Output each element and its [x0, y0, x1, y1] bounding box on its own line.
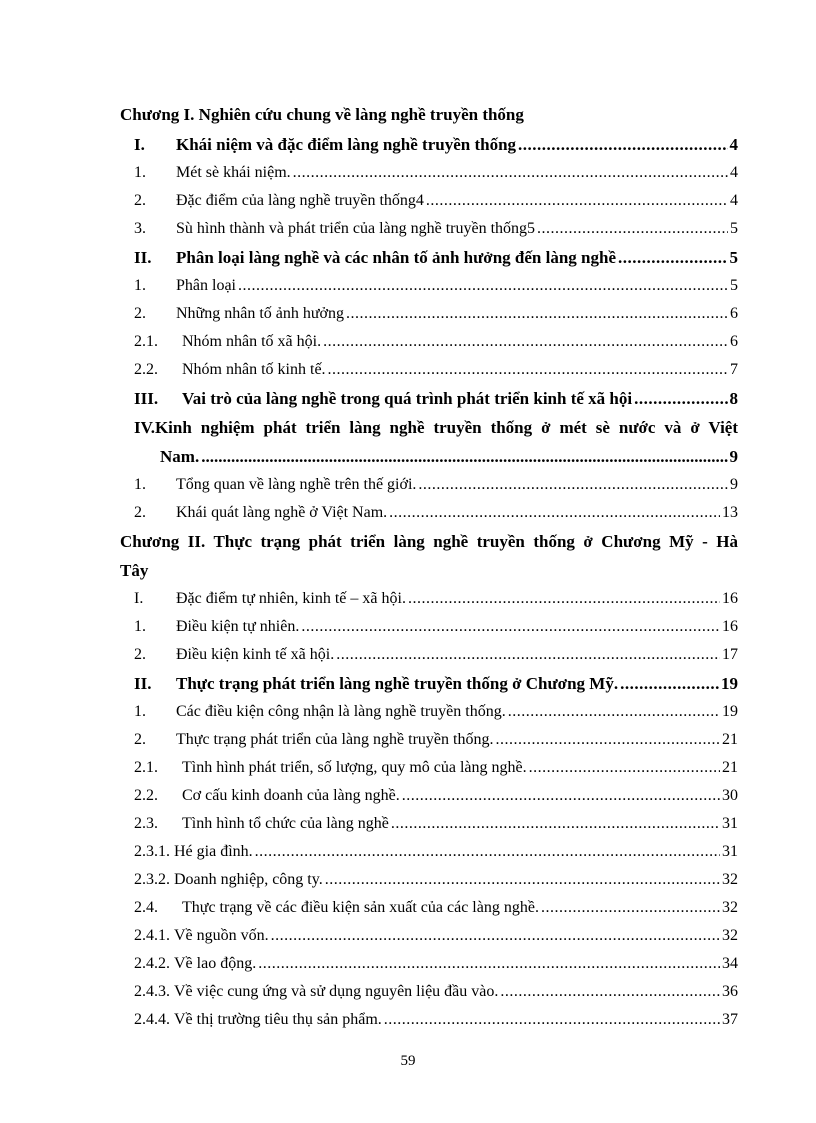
entry-title: Hé gia đình. [174, 843, 253, 860]
entry-page-number: 4 [730, 192, 738, 209]
dot-leader [541, 894, 720, 922]
entry-title: Đặc điểm tự nhiên, kinh tế – xã hội. [176, 590, 406, 607]
entry-number: 2.4. [134, 899, 158, 916]
entry-title: Về nguồn vốn. [174, 927, 269, 944]
dot-leader [346, 300, 728, 328]
entry-title-line-1: IV.Kinh nghiệm phát triển làng nghề truyền thống ở mét sè nước và ở Việt [134, 418, 738, 437]
entry-title: Về lao động. [174, 955, 257, 972]
entry-title: Về việc cung ứng và sử dụng nguyên liệu đầu vào. [174, 983, 499, 1000]
entry-number: 3. [134, 220, 146, 237]
table-of-contents [120, 100, 738, 1034]
entry-number: 2. [134, 305, 146, 322]
toc-entry [120, 1006, 738, 1034]
entry-page-number: 6 [730, 305, 738, 322]
entry-number: 1. [134, 164, 146, 181]
toc-entry [120, 810, 738, 838]
entry-number: 2. [134, 731, 146, 748]
entry-number: 2. [134, 646, 146, 663]
toc-entry [120, 782, 738, 810]
toc-entry [120, 726, 738, 754]
entry-title: Điều kiện tự nhiên. [176, 618, 300, 635]
entry-title: Phân loại làng nghề và các nhân tố ảnh hưởng đến làng nghề [176, 248, 617, 267]
entry-page-number: 36 [722, 983, 738, 1000]
entry-number: III. [134, 389, 159, 408]
entry-title: Thực trạng phát triển của làng nghề truyền thống. [176, 731, 494, 748]
entry-number: 2.1. [134, 759, 158, 776]
entry-page-number: 5 [730, 220, 738, 237]
entry-number: 2.4.4. [134, 1011, 170, 1028]
entry-number: 1. [134, 277, 146, 294]
toc-entry [120, 838, 738, 866]
toc-entry [120, 950, 738, 978]
entry-title: Thực trạng về các điều kiện sản xuất của các làng nghề. [182, 899, 539, 916]
entry-title: Khái niệm và đặc điểm làng nghề truyền thống [176, 135, 517, 154]
entry-page-number: 21 [722, 731, 738, 748]
entry-number: 2.3.2. [134, 871, 170, 888]
entry-page-number: 5 [729, 248, 738, 267]
entry-title: Về thị trường tiêu thụ sản phẩm. [174, 1011, 382, 1028]
dot-leader [418, 471, 728, 499]
entry-title: Nhóm nhân tố xã hội. [182, 333, 322, 350]
entry-number: 1. [134, 476, 146, 493]
dot-leader [328, 356, 728, 384]
entry-number: 2.4.1. [134, 927, 170, 944]
entry-page-number: 16 [722, 590, 738, 607]
dot-leader [408, 585, 720, 613]
entry-page-number: 30 [722, 787, 738, 804]
entry-number: 2.2. [134, 361, 158, 378]
dot-leader [537, 215, 728, 243]
toc-entry-ch1-section-3 [120, 384, 738, 413]
toc-entry [120, 641, 738, 669]
dot-leader [620, 669, 719, 698]
entry-title: Khái quát làng nghề ở Việt Nam. [176, 504, 388, 521]
entry-page-number: 32 [722, 899, 738, 916]
chapter-1-heading: Chương I. Nghiên cứu chung về làng nghề truyền thống [120, 105, 524, 124]
dot-leader [426, 187, 728, 215]
dot-leader [336, 641, 720, 669]
entry-number: II. [134, 248, 152, 267]
page-number-footer: 59 [400, 1053, 416, 1069]
dot-leader [271, 922, 720, 950]
dot-leader [258, 950, 720, 978]
dot-leader [634, 384, 727, 413]
entry-title: Điều kiện kinh tế xã hội. [176, 646, 335, 663]
dot-leader [238, 272, 728, 300]
entry-page-number: 37 [722, 1011, 738, 1028]
dot-leader [500, 978, 720, 1006]
entry-title: Phân loại [176, 277, 236, 294]
chapter-2-heading-line-2: Tây [120, 561, 149, 580]
entry-page-number: 9 [730, 476, 738, 493]
entry-page-number: 32 [722, 927, 738, 944]
dot-leader [402, 782, 720, 810]
toc-entry [120, 356, 738, 384]
entry-title: Sù hình thành và phát triển của làng nghề truyền thống5 [176, 220, 536, 237]
entry-number: 2. [134, 504, 146, 521]
dot-leader [391, 810, 720, 838]
dot-leader [323, 328, 728, 356]
entry-title: Cơ cấu kinh doanh của làng nghề. [182, 787, 400, 804]
toc-entry [120, 328, 738, 356]
entry-page-number: 7 [730, 361, 738, 378]
entry-page-number: 13 [722, 504, 738, 521]
toc-entry-ch2-section-1 [120, 585, 738, 613]
entry-number: 2.4.3. [134, 983, 170, 1000]
entry-page-number: 19 [722, 703, 738, 720]
toc-entry [120, 272, 738, 300]
entry-number: I. [134, 135, 145, 154]
entry-title: Tổng quan về làng nghề trên thế giới. [176, 476, 417, 493]
entry-page-number: 19 [721, 674, 738, 693]
dot-leader [529, 754, 720, 782]
entry-number: 1. [134, 703, 146, 720]
entry-number: 2.1. [134, 333, 158, 350]
entry-title: Thực trạng phát triển làng nghề truyền thống ở Chương Mỹ. [176, 674, 619, 693]
dot-leader [301, 613, 720, 641]
toc-entry-ch1-section-4 [120, 413, 738, 471]
entry-page-number: 8 [729, 389, 738, 408]
chapter-2-heading-line-1: Chương II. Thực trạng phát triển làng nghề truyền thống ở Chương Mỹ - Hà [120, 532, 738, 551]
toc-entry-ch2-section-2 [120, 669, 738, 698]
dot-leader [201, 442, 727, 471]
toc-entry [120, 499, 738, 527]
entry-number: I. [134, 590, 144, 607]
toc-entry [120, 187, 738, 215]
entry-title: Vai trò của làng nghề trong quá trình phát triển kinh tế xã hội [182, 389, 633, 408]
entry-number: 2.2. [134, 787, 158, 804]
toc-entry [120, 866, 738, 894]
entry-number: 1. [134, 618, 146, 635]
entry-number: 2. [134, 192, 146, 209]
toc-entry [120, 978, 738, 1006]
dot-leader [384, 1006, 720, 1034]
toc-entry [120, 159, 738, 187]
toc-entry [120, 300, 738, 328]
toc-entry-ch1-section-2 [120, 243, 738, 272]
entry-number: 2.4.2. [134, 955, 170, 972]
toc-entry-ch1-section-1 [120, 130, 738, 159]
entry-title: Tình hình phát triển, số lượng, quy mô của làng nghề. [182, 759, 527, 776]
entry-page-number: 17 [722, 646, 738, 663]
entry-page-number: 6 [730, 333, 738, 350]
dot-leader [293, 159, 728, 187]
toc-entry [120, 215, 738, 243]
toc-entry [120, 698, 738, 726]
entry-page-number: 34 [722, 955, 738, 972]
dot-leader [255, 838, 720, 866]
dot-leader [495, 726, 720, 754]
dot-leader [325, 866, 720, 894]
dot-leader [508, 698, 720, 726]
entry-title-line-2: Nam. [160, 447, 200, 466]
entry-title: Những nhân tố ảnh hưởng [176, 305, 345, 322]
entry-title: Mét sè khái niệm. [176, 164, 291, 181]
entry-title: Nhóm nhân tố kinh tế. [182, 361, 326, 378]
dot-leader [518, 130, 727, 159]
entry-page-number: 31 [722, 815, 738, 832]
toc-entry [120, 894, 738, 922]
entry-page-number: 16 [722, 618, 738, 635]
entry-page-number: 4 [730, 164, 738, 181]
toc-entry [120, 754, 738, 782]
entry-page-number: 4 [729, 135, 738, 154]
entry-number: II. [134, 674, 152, 693]
dot-leader [618, 243, 727, 272]
entry-number: 2.3. [134, 815, 158, 832]
entry-page-number: 5 [730, 277, 738, 294]
entry-title: Các điều kiện công nhận là làng nghề truyền thống. [176, 703, 506, 720]
entry-page-number: 9 [729, 447, 738, 466]
entry-title: Tình hình tổ chức của làng nghề [182, 815, 389, 832]
entry-title: Đặc điểm của làng nghề truyền thống4 [176, 192, 424, 209]
chapter-2-heading [120, 527, 738, 585]
dot-leader [389, 499, 720, 527]
entry-page-number: 21 [722, 759, 738, 776]
entry-number: 2.3.1. [134, 843, 170, 860]
toc-entry [120, 613, 738, 641]
entry-title-line-2-row [120, 442, 738, 471]
entry-page-number: 31 [722, 843, 738, 860]
entry-title: Doanh nghiệp, công ty. [174, 871, 323, 888]
entry-page-number: 32 [722, 871, 738, 888]
toc-entry [120, 471, 738, 499]
toc-entry [120, 922, 738, 950]
